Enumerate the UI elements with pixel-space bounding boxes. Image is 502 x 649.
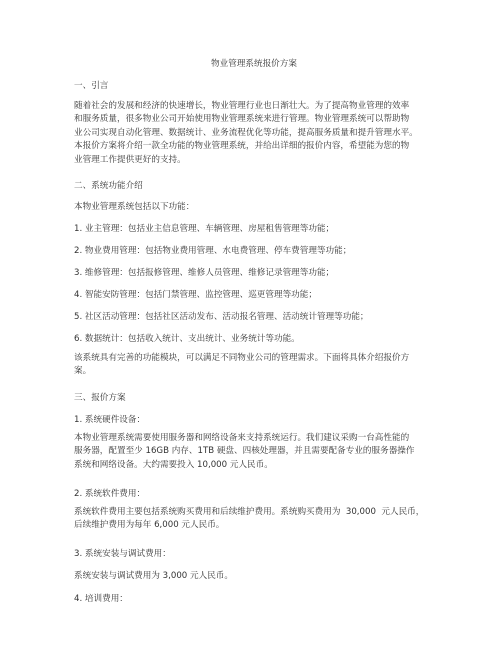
function-item: 5. 社区活动管理：包括社区活动发布、活动报名管理、活动统计管理等功能； [74, 312, 369, 322]
functions-intro: 本物业管理系统包括以下功能： [74, 202, 195, 212]
quote-heading: 三、报价方案 [74, 393, 126, 403]
installation-heading: 3. 系统安装与调试费用： [74, 549, 171, 559]
installation-paragraph: 系统安装与调试费用为 3,000 元人民币。 [74, 571, 233, 581]
function-item: 4. 智能安防管理：包括门禁管理、监控管理、巡更管理等功能； [74, 290, 317, 300]
software-paragraph: 系统软件费用主要包括系统购买费用和后续维护费用。系统购买费用为 30,000 元人民币， 后续维护费用为每年 6,000 元人民币。 [74, 507, 425, 531]
hardware-heading: 1. 系统硬件设备： [74, 415, 146, 425]
function-item: 1. 业主管理：包括业主信息管理、车辆管理、房屋租售管理等功能； [74, 224, 335, 234]
functions-summary: 该系统具有完善的功能模块，可以满足不同物业公司的管理需求。下面将具体介绍报价方 案。 [74, 353, 410, 377]
intro-paragraph: 随着社会的发展和经济的快速增长，物业管理行业也日渐壮大。为了提高物业管理的效率 和服务质量，很多物业公司开始使用物业管理系统来进行管理。物业管理系统可以帮助物 业公司实现自动化管理、数据统计、业务流程优化等功能，提高服务质量和提升管理水平。 本报价方案将介绍一款全功能的物业管理系统，并给出详细的报价内容，希望能为您的物 业管理工作提供更好的支持。 [74, 101, 418, 165]
function-item: 6. 数据统计：包括收入统计、支出统计、业务统计等功能。 [74, 334, 300, 344]
software-heading: 2. 系统软件费用： [74, 489, 146, 499]
intro-heading: 一、引言 [74, 81, 109, 91]
function-item: 2. 物业费用管理：包括物业费用管理、水电费管理、停车费管理等功能； [74, 246, 352, 256]
function-item: 3. 维修管理：包括报修管理、维修人员管理、维修记录管理等功能； [74, 268, 335, 278]
functions-heading: 二、系统功能介绍 [74, 181, 143, 191]
document-title: 物业管理系统报价方案 [211, 59, 297, 69]
training-heading: 4. 培训费用： [74, 594, 128, 604]
hardware-paragraph: 本物业管理系统需要使用服务器和网络设备来支持系统运行。我们建议采购一台高性能的 服务器，配置至少 16GB 内存、1TB 硬盘、四核处理器，并且需要配备专业的服务器操作 系统和网络设备。大约需要投入 10,000 元人民币。 [74, 433, 415, 470]
